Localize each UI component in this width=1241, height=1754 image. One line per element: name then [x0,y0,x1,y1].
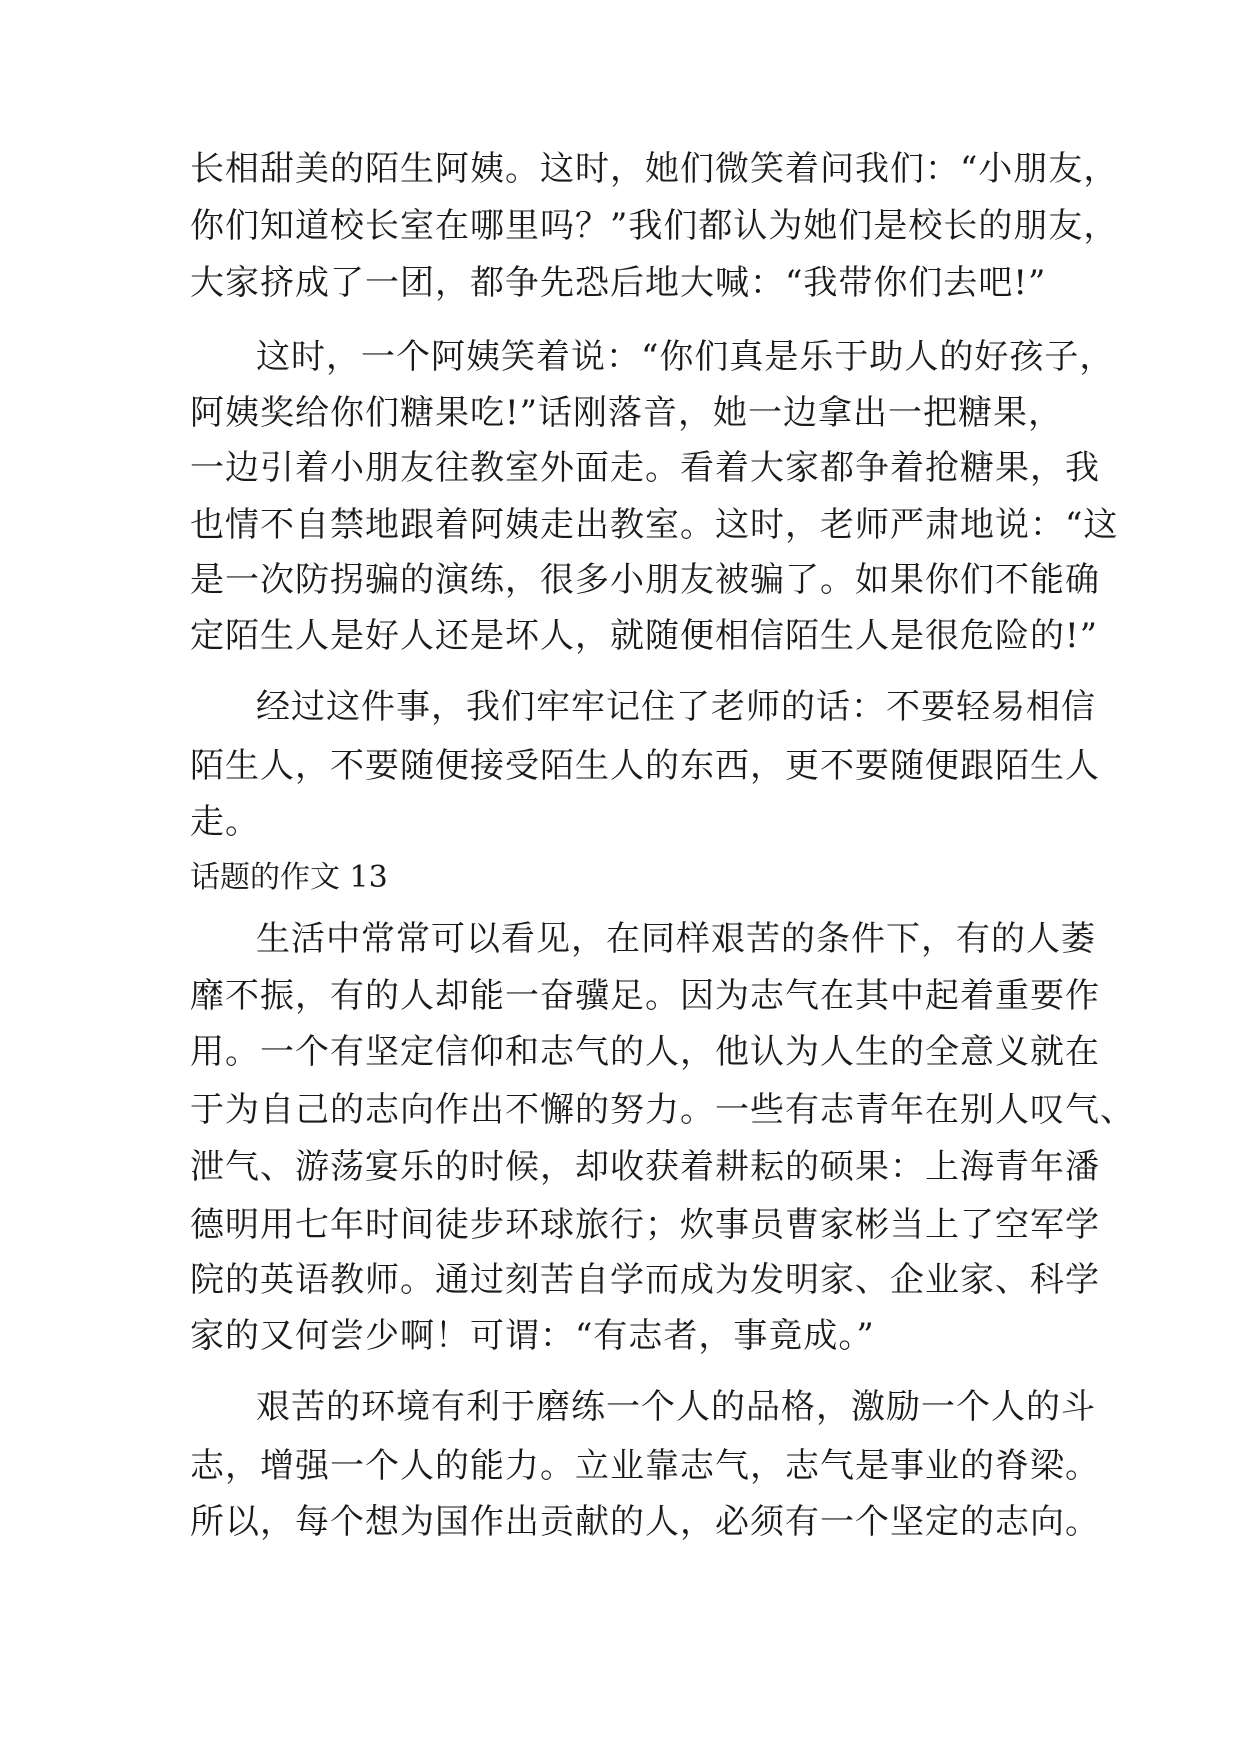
text-line: 生活中常常可以看见，在同样艰苦的条件下，有的人萎 [256,919,1096,959]
text-line: 你们知道校长室在哪里吗？”我们都认为她们是校长的朋友， [190,206,1119,246]
text-line: 大家挤成了一团，都争先恐后地大喊：“我带你们去吧!” [190,263,1047,303]
text-line: 靡不振，有的人却能一奋骥足。因为志气在其中起着重要作 [190,976,1100,1016]
text-line: 艰苦的环境有利于磨练一个人的品格，激励一个人的斗 [256,1387,1096,1427]
text-line: 于为自己的志向作出不懈的努力。一些有志青年在别人叹气、 [190,1090,1135,1130]
text-line: 定陌生人是好人还是坏人，就随便相信陌生人是很危险的!” [190,616,1099,656]
text-line: 长相甜美的陌生阿姨。这时，她们微笑着问我们：“小朋友， [190,149,1119,189]
text-line: 院的英语教师。通过刻苦自学而成为发明家、企业家、科学 [190,1260,1100,1300]
text-line: 阿姨奖给你们糖果吃!”话刚落音，她一边拿出一把糖果， [190,393,1064,433]
text-line: 是一次防拐骗的演练，很多小朋友被骗了。如果你们不能确 [190,560,1100,600]
text-line: 经过这件事，我们牢牢记住了老师的话：不要轻易相信 [256,687,1096,727]
text-line: 走。 [190,802,260,842]
text-line: 所以，每个想为国作出贡献的人，必须有一个坚定的志向。 [190,1502,1100,1542]
text-line: 德明用七年时间徒步环球旅行；炊事员曹家彬当上了空军学 [190,1205,1100,1245]
section-heading: 话题的作文 13 [190,860,388,895]
text-line: 一边引着小朋友往教室外面走。看着大家都争着抢糖果，我 [190,448,1100,488]
text-line: 这时，一个阿姨笑着说：“你们真是乐于助人的好孩子， [256,337,1115,377]
text-line: 用。一个有坚定信仰和志气的人，他认为人生的全意义就在 [190,1032,1100,1072]
text-line: 泄气、游荡宴乐的时候，却收获着耕耘的硕果：上海青年潘 [190,1147,1100,1187]
text-line: 家的又何尝少啊！可谓：“有志者，事竟成。” [190,1316,875,1356]
text-line: 也情不自禁地跟着阿姨走出教室。这时，老师严肃地说：“这 [190,505,1119,545]
text-line: 志，增强一个人的能力。立业靠志气，志气是事业的脊梁。 [190,1446,1100,1486]
text-line: 陌生人，不要随便接受陌生人的东西，更不要随便跟陌生人 [190,746,1100,786]
